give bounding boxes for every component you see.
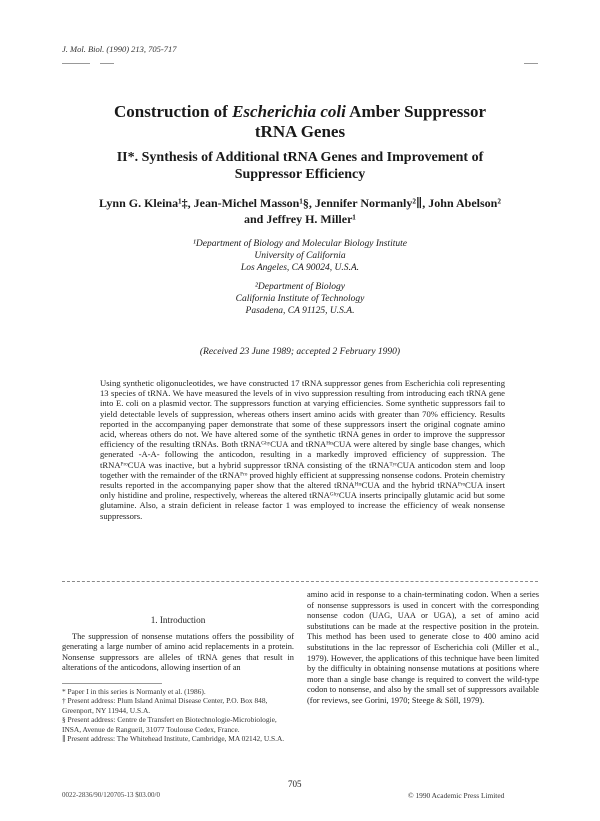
affiliation-department: ¹Department of Biology and Molecular Biology Institute <box>193 239 407 249</box>
title-prefix: Construction of <box>114 102 233 121</box>
right-column <box>307 590 539 707</box>
header-rule <box>62 63 90 64</box>
affiliation-department: ²Department of Biology <box>255 282 345 292</box>
footnote: ∥ Present address: The Whitehead Institute, Cambridge, MA 02142, U.S.A. <box>62 734 285 744</box>
author-list <box>40 195 560 227</box>
subtitle-line1: II*. Synthesis of Additional tRNA Genes and Improvement of <box>116 150 484 165</box>
header-rule <box>524 63 538 64</box>
copyright-notice: © 1990 Academic Press Limited <box>408 791 505 800</box>
article-title <box>40 102 560 142</box>
affiliation-institution: University of California <box>254 251 346 261</box>
authors-line1: Lynn G. Kleina¹‡, Jean-Michel Masson¹§, Jennifer Normanly²∥, John Abelson² <box>99 196 501 210</box>
authors-line2: and Jeffrey H. Miller¹ <box>243 212 356 226</box>
abstract: Using synthetic oligonucleotides, we have constructed 17 tRNA suppressor genes from Escherichia coli representing 13 species of tRNA. We have measured the levels of in vivo suppression resulting from introducing each tRNA gene into E. coli on a plasmid vector. The suppressors function at varying efficiencies. Some synthetic suppressors fail to yield detectable levels of suppression, whereas others insert amino acids with greater than 70% efficiency. Results reported in the accompanying paper demonstrate that some of these suppressors insert the original cognate amino acid, whereas others do not. We have altered some of the synthetic tRNA genes in order to improve the suppressor efficiency of the resulting tRNAs. Both tRNAᴳʰʸCUA and tRNAᴴᶦˢCUA were altered by single base changes, which generated -A-A- following the anticodon, resulting in a markedly improved efficiency of suppression. The tRNAᴾʳᵒCUA was inactive, but a hybrid suppressor tRNA consisting of the tRNAᵀʸʳCUA anticodon stem and loop together with the remainder of the tRNAᴾʳᵒ proved highly efficient at suppressing nonsense codons. Protein chemistry results reported in the accompanying paper show that the altered tRNAᴴᶦˢCUA and the hybrid tRNAᴾʳᵒCUA insert only histidine and proline, respectively, whereas the altered tRNAᴳʰʸCUA inserts principally glutamic acid but some glutamine. Also, a strain deficient in release factor 1 was employed to increase the efficiency of weak nonsense suppressors. <box>100 378 505 521</box>
article-code: 0022-2836/90/120705-13 $03.00/0 <box>62 791 160 799</box>
title-organism: Escherichia coli <box>232 102 346 121</box>
title-suffix: Amber Suppressor <box>345 102 486 121</box>
affiliation-institution: California Institute of Technology <box>235 294 365 304</box>
subtitle-line2: Suppressor Efficiency <box>234 167 366 182</box>
title-line2: tRNA Genes <box>254 122 346 141</box>
left-column <box>62 615 294 674</box>
footnotes <box>62 687 294 743</box>
affiliation-address: Pasadena, CA 91125, U.S.A. <box>245 306 355 316</box>
received-dates: (Received 23 June 1989; accepted 2 February 1990) <box>199 347 401 357</box>
article-subtitle <box>40 149 560 183</box>
intro-paragraph-right: amino acid in response to a chain-terminating codon. When a series of nonsense suppressors is used in concert with the corresponding nonsense codon (UAG, UAA or UGA), a set of amino acid substitutions can be made at the respective position in the protein. This method has been used to generate close to 400 amino acid substitutions in the lac repressor of Escherichia coli (Miller et al., 1979). However, the applications of this technique have been limited by the difficulty in obtaining nonsense mutations at positions where more than a single base change is required to convert the wild-type codon to nonsense, and also by the small set of suppressors available (for reviews, see Gorini, 1970; Steege & Söll, 1979). <box>307 590 539 705</box>
footnote: * Paper I in this series is Normanly et al. (1986). <box>62 687 206 696</box>
journal-reference: J. Mol. Biol. (1990) 213, 705-717 <box>62 44 177 54</box>
footnote-rule <box>62 683 162 684</box>
footnote: § Present address: Centre de Transfert en Biotechnologie-Microbiologie, INSA, Avenue de Rangueil, 31077 Toulouse Cedex, France. <box>62 715 277 734</box>
footnote: † Present address: Plum Island Animal Disease Center, P.O. Box 848, Greenport, NY 11944, U.S.A. <box>62 696 268 715</box>
page-number: 705 <box>288 779 302 789</box>
affiliation-address: Los Angeles, CA 90024, U.S.A. <box>240 263 360 273</box>
affiliation-caltech <box>40 281 560 317</box>
intro-paragraph-left: The suppression of nonsense mutations offers the possibility of generating a large number of amino acid replacements in a protein. Nonsense suppressors are alleles of tRNA genes that result in alterations of the anticodons, allowing insertion of an <box>62 631 294 673</box>
affiliation-ucla <box>40 238 560 274</box>
header-rule <box>100 63 114 64</box>
section-heading: 1. Introduction <box>150 615 206 625</box>
abstract-end-rule <box>62 581 538 583</box>
